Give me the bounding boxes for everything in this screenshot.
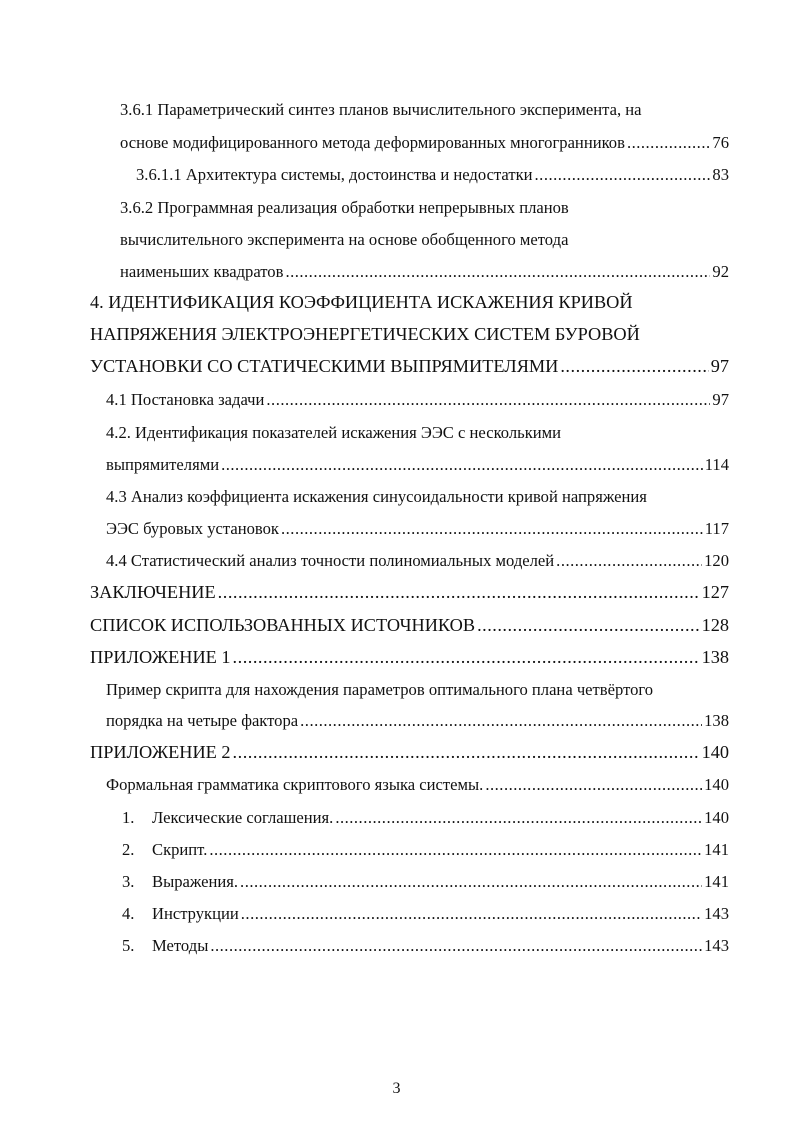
toc-item-number: 1. <box>122 808 135 827</box>
dot-leader <box>210 936 702 956</box>
toc-entry-4-3-page: 117 <box>704 519 729 538</box>
toc-appendix-1-sub[interactable] <box>106 711 729 731</box>
dot-leader <box>627 133 710 153</box>
toc-entry-3-6-2-page: 92 <box>712 262 729 281</box>
toc-item-3[interactable] <box>122 872 729 892</box>
toc-item-number: 2. <box>122 840 135 859</box>
dot-leader <box>285 262 710 282</box>
toc-item-1[interactable] <box>122 808 729 828</box>
toc-chapter-4[interactable] <box>90 356 729 376</box>
toc-entry-4-1[interactable] <box>106 390 729 410</box>
toc-item-number: 3. <box>122 872 135 891</box>
toc-appendix-1-page: 138 <box>701 647 729 667</box>
toc-chapter-4-line1: 4. ИДЕНТИФИКАЦИЯ КОЭФФИЦИЕНТА ИСКАЖЕНИЯ КРИВОЙ <box>90 292 633 312</box>
toc-appendix-2-sub[interactable] <box>106 775 729 795</box>
toc-entry-3-6-1-page: 76 <box>712 133 729 152</box>
toc-item-4[interactable] <box>122 904 729 924</box>
toc-appendix-2-title: ПРИЛОЖЕНИЕ 2 <box>90 742 231 762</box>
page-number: 3 <box>392 1080 401 1097</box>
toc-item-number: 5. <box>122 936 135 955</box>
toc-chapter-4-page: 97 <box>710 356 729 376</box>
dot-leader <box>266 390 710 410</box>
toc-sources-page: 128 <box>701 615 729 635</box>
dot-leader <box>556 551 702 571</box>
dot-leader <box>233 742 700 762</box>
toc-appendix-1-sub-line2: порядка на четыре фактора <box>106 711 299 730</box>
dot-leader <box>477 615 700 635</box>
toc-item-2[interactable] <box>122 840 729 860</box>
toc-entry-3-6-2-line1: 3.6.2 Программная реализация обработки непрерывных планов <box>120 198 569 217</box>
toc-entry-4-2-line2: выпрямителями <box>106 455 220 474</box>
toc-item-title: Методы <box>152 936 209 955</box>
dot-leader <box>221 455 703 475</box>
toc-sources[interactable] <box>90 615 729 635</box>
toc-appendix-2[interactable] <box>90 742 729 762</box>
toc-chapter-4-line3: УСТАНОВКИ СО СТАТИЧЕСКИМИ ВЫПРЯМИТЕЛЯМИ <box>90 356 559 376</box>
toc-entry-3-6-1-line2: основе модифицированного метода деформированных многогранников <box>120 133 625 152</box>
dot-leader <box>335 808 702 828</box>
toc-item-page: 141 <box>704 840 729 859</box>
toc-appendix-1[interactable] <box>90 647 729 667</box>
toc-entry-4-1-title: 4.1 Постановка задачи <box>106 390 265 409</box>
toc-entry-3-6-2[interactable] <box>120 262 729 282</box>
toc-item-page: 143 <box>704 904 729 923</box>
toc-appendix-1-sub-line1: Пример скрипта для нахождения параметров оптимального плана четвёртого <box>106 680 654 699</box>
toc-item-title: Скрипт. <box>152 840 208 859</box>
toc-entry-3-6-1[interactable] <box>120 133 729 153</box>
toc-chapter-4-line2: НАПРЯЖЕНИЯ ЭЛЕКТРОЭНЕРГЕТИЧЕСКИХ СИСТЕМ БУРОВОЙ <box>90 324 640 344</box>
toc-appendix-1-sub-page: 138 <box>704 711 729 730</box>
dot-leader <box>300 711 702 731</box>
toc-entry-4-4[interactable] <box>106 551 729 571</box>
toc-appendix-2-page: 140 <box>701 742 729 762</box>
toc-entry-4-3-line1: 4.3 Анализ коэффициента искажения синусоидальности кривой напряжения <box>106 487 647 506</box>
toc-entry-4-2-line1: 4.2. Идентификация показателей искажения ЭЭС с несколькими <box>106 423 562 442</box>
toc-entry-3-6-1-1-page: 83 <box>712 165 729 184</box>
toc-entry-4-4-page: 120 <box>704 551 729 570</box>
toc-item-title: Лексические соглашения. <box>152 808 334 827</box>
dot-leader <box>233 647 700 667</box>
toc-entry-4-4-title: 4.4 Статистический анализ точности полиномиальных моделей <box>106 551 555 570</box>
dot-leader <box>241 904 702 924</box>
toc-appendix-2-sub-page: 140 <box>704 775 729 794</box>
toc-item-page: 141 <box>704 872 729 891</box>
toc-entry-4-1-page: 97 <box>712 390 729 409</box>
dot-leader <box>281 519 703 539</box>
toc-appendix-2-sub-title: Формальная грамматика скриптового языка системы. <box>106 775 484 794</box>
toc-item-5[interactable] <box>122 936 729 956</box>
toc-entry-3-6-1-1[interactable] <box>136 165 729 185</box>
dot-leader <box>240 872 702 892</box>
dot-leader <box>218 582 700 602</box>
toc-item-page: 143 <box>704 936 729 955</box>
toc-conclusion-title: ЗАКЛЮЧЕНИЕ <box>90 582 216 602</box>
toc-conclusion-page: 127 <box>701 582 729 602</box>
toc-entry-3-6-2-line3: наименьших квадратов <box>120 262 284 281</box>
toc-entry-4-2[interactable] <box>106 455 729 475</box>
toc-entry-4-3[interactable] <box>106 519 729 539</box>
toc-item-title: Инструкции <box>152 904 239 923</box>
toc-item-number: 4. <box>122 904 135 923</box>
toc-appendix-1-title: ПРИЛОЖЕНИЕ 1 <box>90 647 231 667</box>
toc-entry-3-6-2-line2: вычислительного эксперимента на основе обобщенного метода <box>120 230 569 249</box>
dot-leader <box>209 840 702 860</box>
dot-leader <box>560 356 708 376</box>
dot-leader <box>485 775 702 795</box>
toc-item-page: 140 <box>704 808 729 827</box>
toc-entry-3-6-1-1-title: 3.6.1.1 Архитектура системы, достоинства и недостатки <box>136 165 533 184</box>
toc-item-title: Выражения. <box>152 872 239 891</box>
toc-entry-3-6-1-line1: 3.6.1 Параметрический синтез планов вычислительного эксперимента, на <box>120 100 642 119</box>
dot-leader <box>535 165 711 185</box>
toc-entry-4-3-line2: ЭЭС буровых установок <box>106 519 279 538</box>
toc-sources-title: СПИСОК ИСПОЛЬЗОВАННЫХ ИСТОЧНИКОВ <box>90 615 476 635</box>
toc-conclusion[interactable] <box>90 582 729 602</box>
toc-entry-4-2-page: 114 <box>704 455 729 474</box>
